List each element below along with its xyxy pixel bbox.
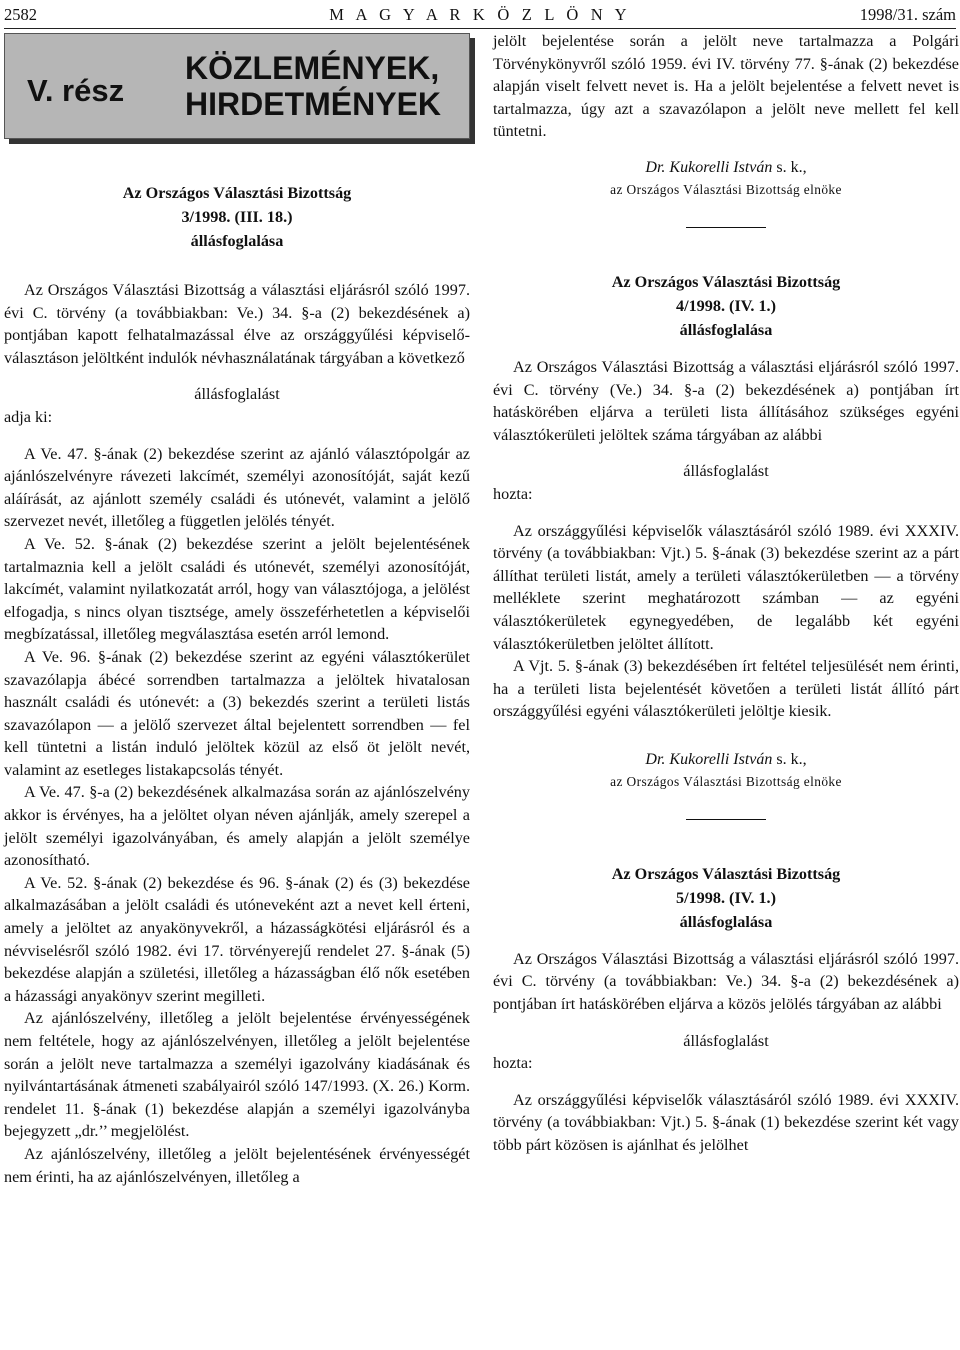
decision-adja: adja ki: bbox=[4, 407, 53, 426]
decision-title-line: 3/1998. (III. 18.) bbox=[181, 208, 293, 226]
signatory-name: Dr. Kukorelli István bbox=[645, 158, 773, 176]
decision-label: állásfoglalást bbox=[683, 462, 769, 481]
decision-title-line: állásfoglalása bbox=[679, 912, 773, 931]
body-paragraph: A Ve. 52. §-ának (2) bekezdése és 96. §-ának (2) és (3) bekezdése alkalmazásában a jelölt családi és utóneveként azt a nevet kell érteni, amely a jelöltet az anyakönyvekről, a házasságkötési eljárásról és a névviselésről szóló 1982. évi 17. törvényerejű rendelet 27. §-ának (5) bekezdése alapján a születési, illetőleg a házasságban élő nők esetében a házassági anyakönyv szerint megilleti. bbox=[4, 873, 470, 1005]
body-paragraph: Az országgyűlési képviselők választásáról szóló 1989. évi XXXIV. törvény (a továbbiakban: Vjt.) 5. §-ának (1) bekezdése szerint két vagy több párt közösen is ajánlhat és jelölhet bbox=[493, 1090, 959, 1155]
decision-title-line: Az Országos Választási Bizottság bbox=[611, 272, 841, 291]
issue-number: 1998/31. szám bbox=[859, 5, 956, 24]
section-title-line2: HIRDETMÉNYEK bbox=[185, 86, 442, 122]
header-rule bbox=[4, 28, 956, 29]
decision-title-line: Az Országos Választási Bizottság bbox=[611, 864, 841, 883]
page-number: 2582 bbox=[4, 5, 37, 24]
part-label: V. rész bbox=[27, 73, 125, 108]
decision-title-line: Az Országos Választási Bizottság bbox=[122, 184, 352, 202]
decision-hozta: hozta: bbox=[493, 1054, 533, 1073]
signatory-role: az Országos Választási Bizottság elnöke bbox=[610, 181, 842, 197]
decision-label: állásfoglalást bbox=[683, 1031, 769, 1050]
body-paragraph: A Ve. 47. §-ának (2) bekezdése szerint az ajánló választópolgár az ajánlószelvényre rávezeti lakcímét, személyi azonosítóját, saját kezű aláírását, az ajánlott személy családi és utónevét, valamint a jelölő szervezet nevét, illetőleg a független jelölés tényét. bbox=[4, 444, 470, 531]
signature-block bbox=[493, 157, 959, 201]
decision-intro: Az Országos Választási Bizottság a választási eljárásról szóló 1997. évi C. törvény (Ve.) 34. §-a (2) bekezdésének a) pontjában írt hatáskörében eljárva a területi lista állításához szükséges egyéni választókerületi jelöltek száma tárgyában az alábbi bbox=[493, 357, 959, 444]
signature-block bbox=[493, 749, 959, 793]
section-banner bbox=[4, 33, 470, 139]
left-column bbox=[4, 30, 470, 1188]
body-paragraph: A Ve. 52. §-ának (2) bekezdése szerint a jelölt bejelentésének tartalmaznia kell a jelölt családi és utónevét, személyi azonosítóját, lakcímét, valamint nyilatkozatát arról, hogy van választójoga, a jelölést elfogadja, s nincs olyan tisztsége, amely összeférhetetlen a képviselői megbízatással, illetőleg megválasztása esetén arról lemond. bbox=[4, 534, 470, 644]
decision-title bbox=[493, 862, 959, 934]
section-title bbox=[185, 50, 441, 122]
continuation-paragraph: jelölt bejelentése során a jelölt neve tartalmazza a Polgári Törvénykönyvről szóló 1959. évi IV. törvény 77. §-ának (2) bekezdése alapján viselt felvett nevet is. Ha a jelölt bejelentése a felvett nevet is tartalmazza, úgy azt a szavazólapon a jelölt neve mellett fel kell tüntetni. bbox=[493, 32, 959, 141]
decision-intro: Az Országos Választási Bizottság a választási eljárásról szóló 1997. évi C. törvény (a továbbiakban: Ve.) 34. §-a (2) bekezdésének a) pontjában kapott felhatalmazással élve az országgyűlési képviselő-választáson jelöltként indulók névhasználatának tárgyában a következő bbox=[4, 281, 470, 367]
decision-title-line: állásfoglalása bbox=[679, 320, 773, 339]
body-paragraph: Az ajánlószelvény, illetőleg a jelölt bejelentésének érvényességét nem érinti, ha az ajánlószelvényen, illetőleg a bbox=[4, 1144, 470, 1186]
decision-title-line: állásfoglalása bbox=[190, 232, 284, 250]
decision-title bbox=[4, 181, 470, 253]
decision-title-line: 5/1998. (IV. 1.) bbox=[676, 888, 776, 907]
signatory-name: Dr. Kukorelli István bbox=[645, 750, 773, 768]
right-column bbox=[493, 30, 959, 1157]
decision-title-line: 4/1998. (IV. 1.) bbox=[676, 296, 776, 315]
decision-hozta: hozta: bbox=[493, 484, 533, 503]
decision-title bbox=[493, 270, 959, 342]
body-paragraph: A Vjt. 5. §-ának (3) bekezdésében írt feltétel teljesülését nem érinti, ha a területi lista bejelentését követően a területi listát állító párt országgyűlési egyéni választókerületi jelöltje kiesik. bbox=[493, 657, 959, 721]
page-header bbox=[4, 4, 956, 26]
body-paragraph: A Ve. 47. §-a (2) bekezdésének alkalmazása során az ajánlószelvény akkor is érvényes, ha a jelöltet olyan néven ajánlják, amely szerepel a jelölt személyi igazolványában, és amely alapján a jelölt személye azonosítható. bbox=[4, 783, 470, 870]
body-paragraph: Az ajánlószelvény, illetőleg a jelölt bejelentése érvényességének nem feltétele, hogy az ajánlószelvényen, illetőleg a jelölt bejelentése során a jelölt neve tartalmazza a személyi igazolvány kiadásának és nyilvántartásának átmeneti szabályairól szóló 147/1993. (X. 26.) Korm. rendelet 11. §-ának (1) bekezdése alapján a személyi igazolványba bejegyzett „dr.’’ megjelölést. bbox=[4, 1009, 470, 1141]
decision-label: állásfoglalást bbox=[194, 385, 280, 404]
decision-intro: Az Országos Választási Bizottság a választási eljárásról szóló 1997. évi C. törvény (a továbbiakban: Ve.) 34. §-a (2) bekezdésének a) pontjában írt hatáskörében eljárva a közös jelölés tárgyában az alábbi bbox=[493, 949, 959, 1014]
signatory-suffix: s. k., bbox=[772, 158, 807, 176]
body-paragraph: A Ve. 96. §-ának (2) bekezdése szerint az egyéni választókerület szavazólapja ábécé sorrendben tartalmazza a jelöltek hivatalosan használt családi és utónevét: a (3) bekezdés szerint a területi listás szavazólapon — a jelölő szervezet által bejelentett sorrendben — fel kell tüntetni a listán induló jelöltek közül az első öt jelölt nevét, valamint az esetleges listakapcsolás tényét. bbox=[4, 647, 470, 779]
signatory-role: az Országos Választási Bizottság elnöke bbox=[610, 773, 842, 789]
journal-title: M A G Y A R K Ö Z L Ö N Y bbox=[329, 5, 631, 24]
body-paragraph: Az országgyűlési képviselők választásáról szóló 1989. évi XXXIV. törvény (a továbbiakban: Vjt.) 5. §-ának (3) bekezdése szerint az a párt állíthat területi listát, amely a területi választókerületben — a törvény melléklete szerint meghatározott számban — az egyéni választókerületek egynegyedében, de legalább két egyéni választókerületben jelöltet állított. bbox=[493, 521, 959, 653]
section-title-line1: KÖZLEMÉNYEK, bbox=[185, 50, 440, 86]
signatory-suffix: s. k., bbox=[772, 750, 807, 768]
